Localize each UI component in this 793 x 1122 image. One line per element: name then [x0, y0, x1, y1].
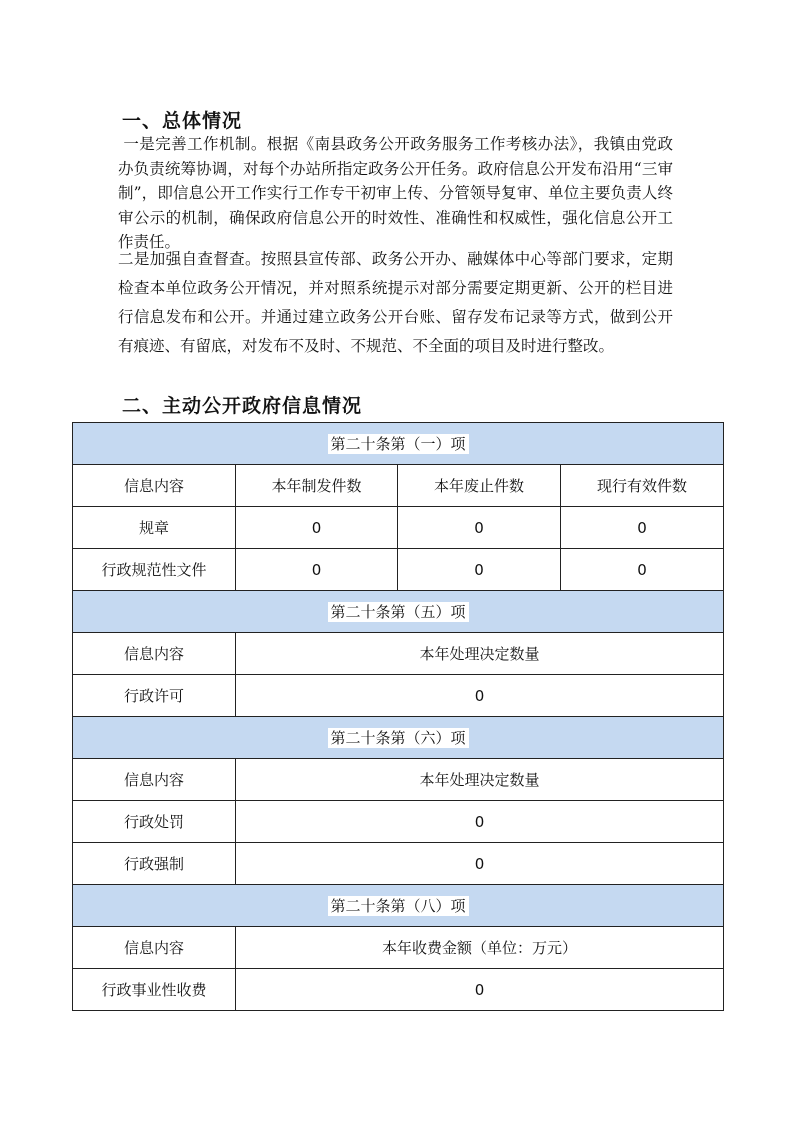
col-header-content: 信息内容	[73, 465, 236, 507]
table-row	[73, 507, 724, 549]
table-row	[73, 843, 724, 885]
col-header-valid: 现行有效件数	[561, 465, 724, 507]
col-header-abolished: 本年废止件数	[398, 465, 561, 507]
col-header-content: 信息内容	[73, 759, 236, 801]
table-header-row	[73, 927, 724, 969]
row-label: 行政事业性收费	[73, 969, 236, 1011]
row-label: 行政许可	[73, 675, 236, 717]
col-header-decisions: 本年处理决定数量	[236, 759, 724, 801]
table-row	[73, 801, 724, 843]
section-heading-cell	[73, 423, 724, 465]
cell-valid: 0	[561, 507, 724, 549]
table-header-row	[73, 759, 724, 801]
cell-issued: 0	[236, 507, 398, 549]
paragraph-work-mechanism	[118, 132, 673, 255]
table-header-row	[73, 465, 724, 507]
section-heading-art20-5: 第二十条第（五）项	[328, 602, 469, 622]
table-section-header	[73, 591, 724, 633]
paragraph-self-inspection: 二是加强自查督查。按照县宣传部、政务公开办、融媒体中心等部门要求，定期检查本单位政务公开情况，并对照系统提示对部分需要定期更新、公开的栏目进行信息发布和公开。并通过建立政务公开台账、留存发布记录等方式，做到公开有痕迹、有留底，对发布不及时、不规范、不全面的项目及时进行整改。	[118, 250, 673, 355]
section-heading-cell	[73, 591, 724, 633]
table-section-header	[73, 885, 724, 927]
table-row	[73, 549, 724, 591]
disclosure-table	[72, 422, 724, 1011]
table-header-row	[73, 633, 724, 675]
col-header-issued: 本年制发件数	[236, 465, 398, 507]
cell-abolished: 0	[398, 549, 561, 591]
col-header-fees: 本年收费金额（单位：万元）	[236, 927, 724, 969]
row-label: 行政处罚	[73, 801, 236, 843]
cell-value: 0	[236, 675, 724, 717]
paragraph-work-mechanism-text: 一是完善工作机制。根据《南县政务公开政务服务工作考核办法》，我镇由党政办负责统筹协调，对每个办站所指定政务公开任务。政府信息公开发布沿用“三审制”，即信息公开工作实行工作专干初审上传、分管领导复审、单位主要负责人终审公示的机制，确保政府信息公开的时效性、准确性和权威性，强化信息公开工作责任。	[118, 135, 673, 251]
table-row	[73, 969, 724, 1011]
cell-value: 0	[236, 801, 724, 843]
section-title-active-disclosure: 二、主动公开政府信息情况	[122, 395, 363, 417]
section-heading-cell	[73, 885, 724, 927]
col-header-content: 信息内容	[73, 633, 236, 675]
row-label: 规章	[73, 507, 236, 549]
col-header-decisions: 本年处理决定数量	[236, 633, 724, 675]
cell-value: 0	[236, 969, 724, 1011]
section-heading-cell	[73, 717, 724, 759]
section-title-overview: 一、总体情况	[122, 110, 243, 132]
section-heading-art20-6: 第二十条第（六）项	[328, 728, 469, 748]
col-header-content: 信息内容	[73, 927, 236, 969]
table-section-header	[73, 717, 724, 759]
cell-abolished: 0	[398, 507, 561, 549]
row-label: 行政强制	[73, 843, 236, 885]
cell-issued: 0	[236, 549, 398, 591]
cell-valid: 0	[561, 549, 724, 591]
table-row	[73, 675, 724, 717]
row-label: 行政规范性文件	[73, 549, 236, 591]
table-section-header	[73, 423, 724, 465]
cell-value: 0	[236, 843, 724, 885]
section-heading-art20-8: 第二十条第（八）项	[328, 896, 469, 916]
section-heading-art20-1: 第二十条第（一）项	[328, 434, 469, 454]
